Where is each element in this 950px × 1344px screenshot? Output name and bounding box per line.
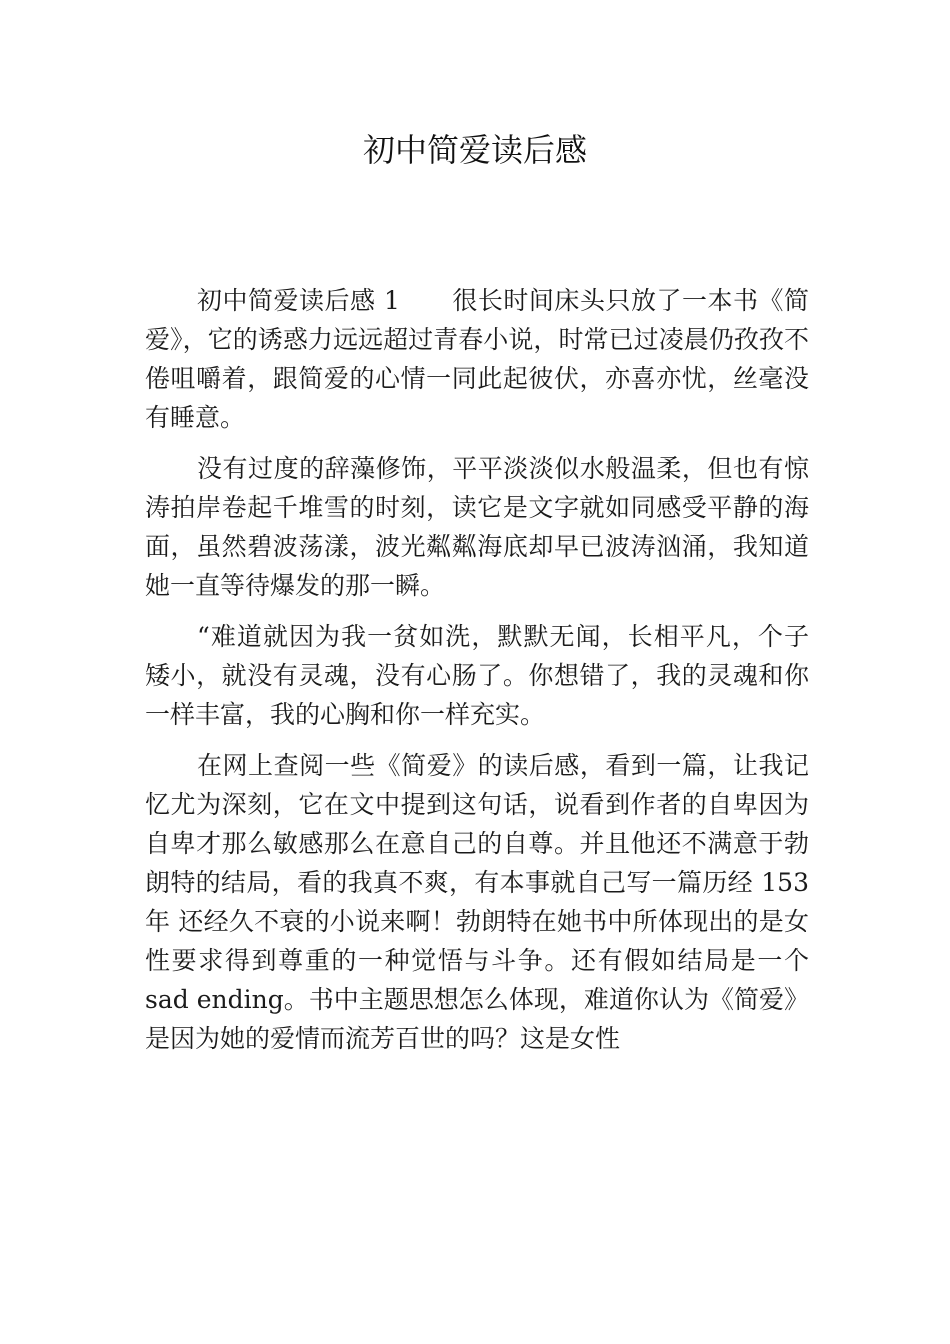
- paragraph-3: “难道就因为我一贫如洗，默默无闻，长相平凡，个子矮小，就没有灵魂，没有心肠了。你想错了，我的灵魂和你一样丰富，我的心胸和你一样充实。: [145, 622, 809, 729]
- paragraph-2: 没有过度的辞藻修饰，平平淡淡似水般温柔，但也有惊涛拍岸卷起千堆雪的时刻，读它是文字就如同感受平静的海面，虽然碧波荡漾，波光粼粼海底却早已波涛汹涌，我知道她一直等待爆发的那一瞬。: [145, 454, 809, 600]
- document-title: 初中简爱读后感: [362, 131, 587, 169]
- paragraph-4: 在网上查阅一些《简爱》的读后感，看到一篇，让我记忆尤为深刻，它在文中提到这句话，说看到作者的自卑因为自卑才那么敏感那么在意自己的自尊。并且他还不满意于勃朗特的结局，看的我真不爽，有本事就自己写一篇历经 153 年 还经久不衰的小说来啊！勃朗特在她书中所体现出的是女性要求得到尊重的一种觉悟与斗争。还有假如结局是一个 sad ending。书中主题思想怎么体现，难道你认为《简爱》是因为她的爱情而流芳百世的吗？这是女性: [145, 751, 809, 1053]
- paragraph-1-text: 很长时间床头只放了一本书《简爱》，它的诱惑力远远超过青春小说，时常已过凌晨仍孜孜不倦咀嚼着，跟简爱的心情一同此起彼伏，亦喜亦忧，丝毫没有睡意。: [145, 286, 809, 432]
- paragraph-1: [145, 281, 809, 437]
- section-label: 初中简爱读后感 1: [197, 286, 400, 315]
- document-body: [145, 281, 809, 1070]
